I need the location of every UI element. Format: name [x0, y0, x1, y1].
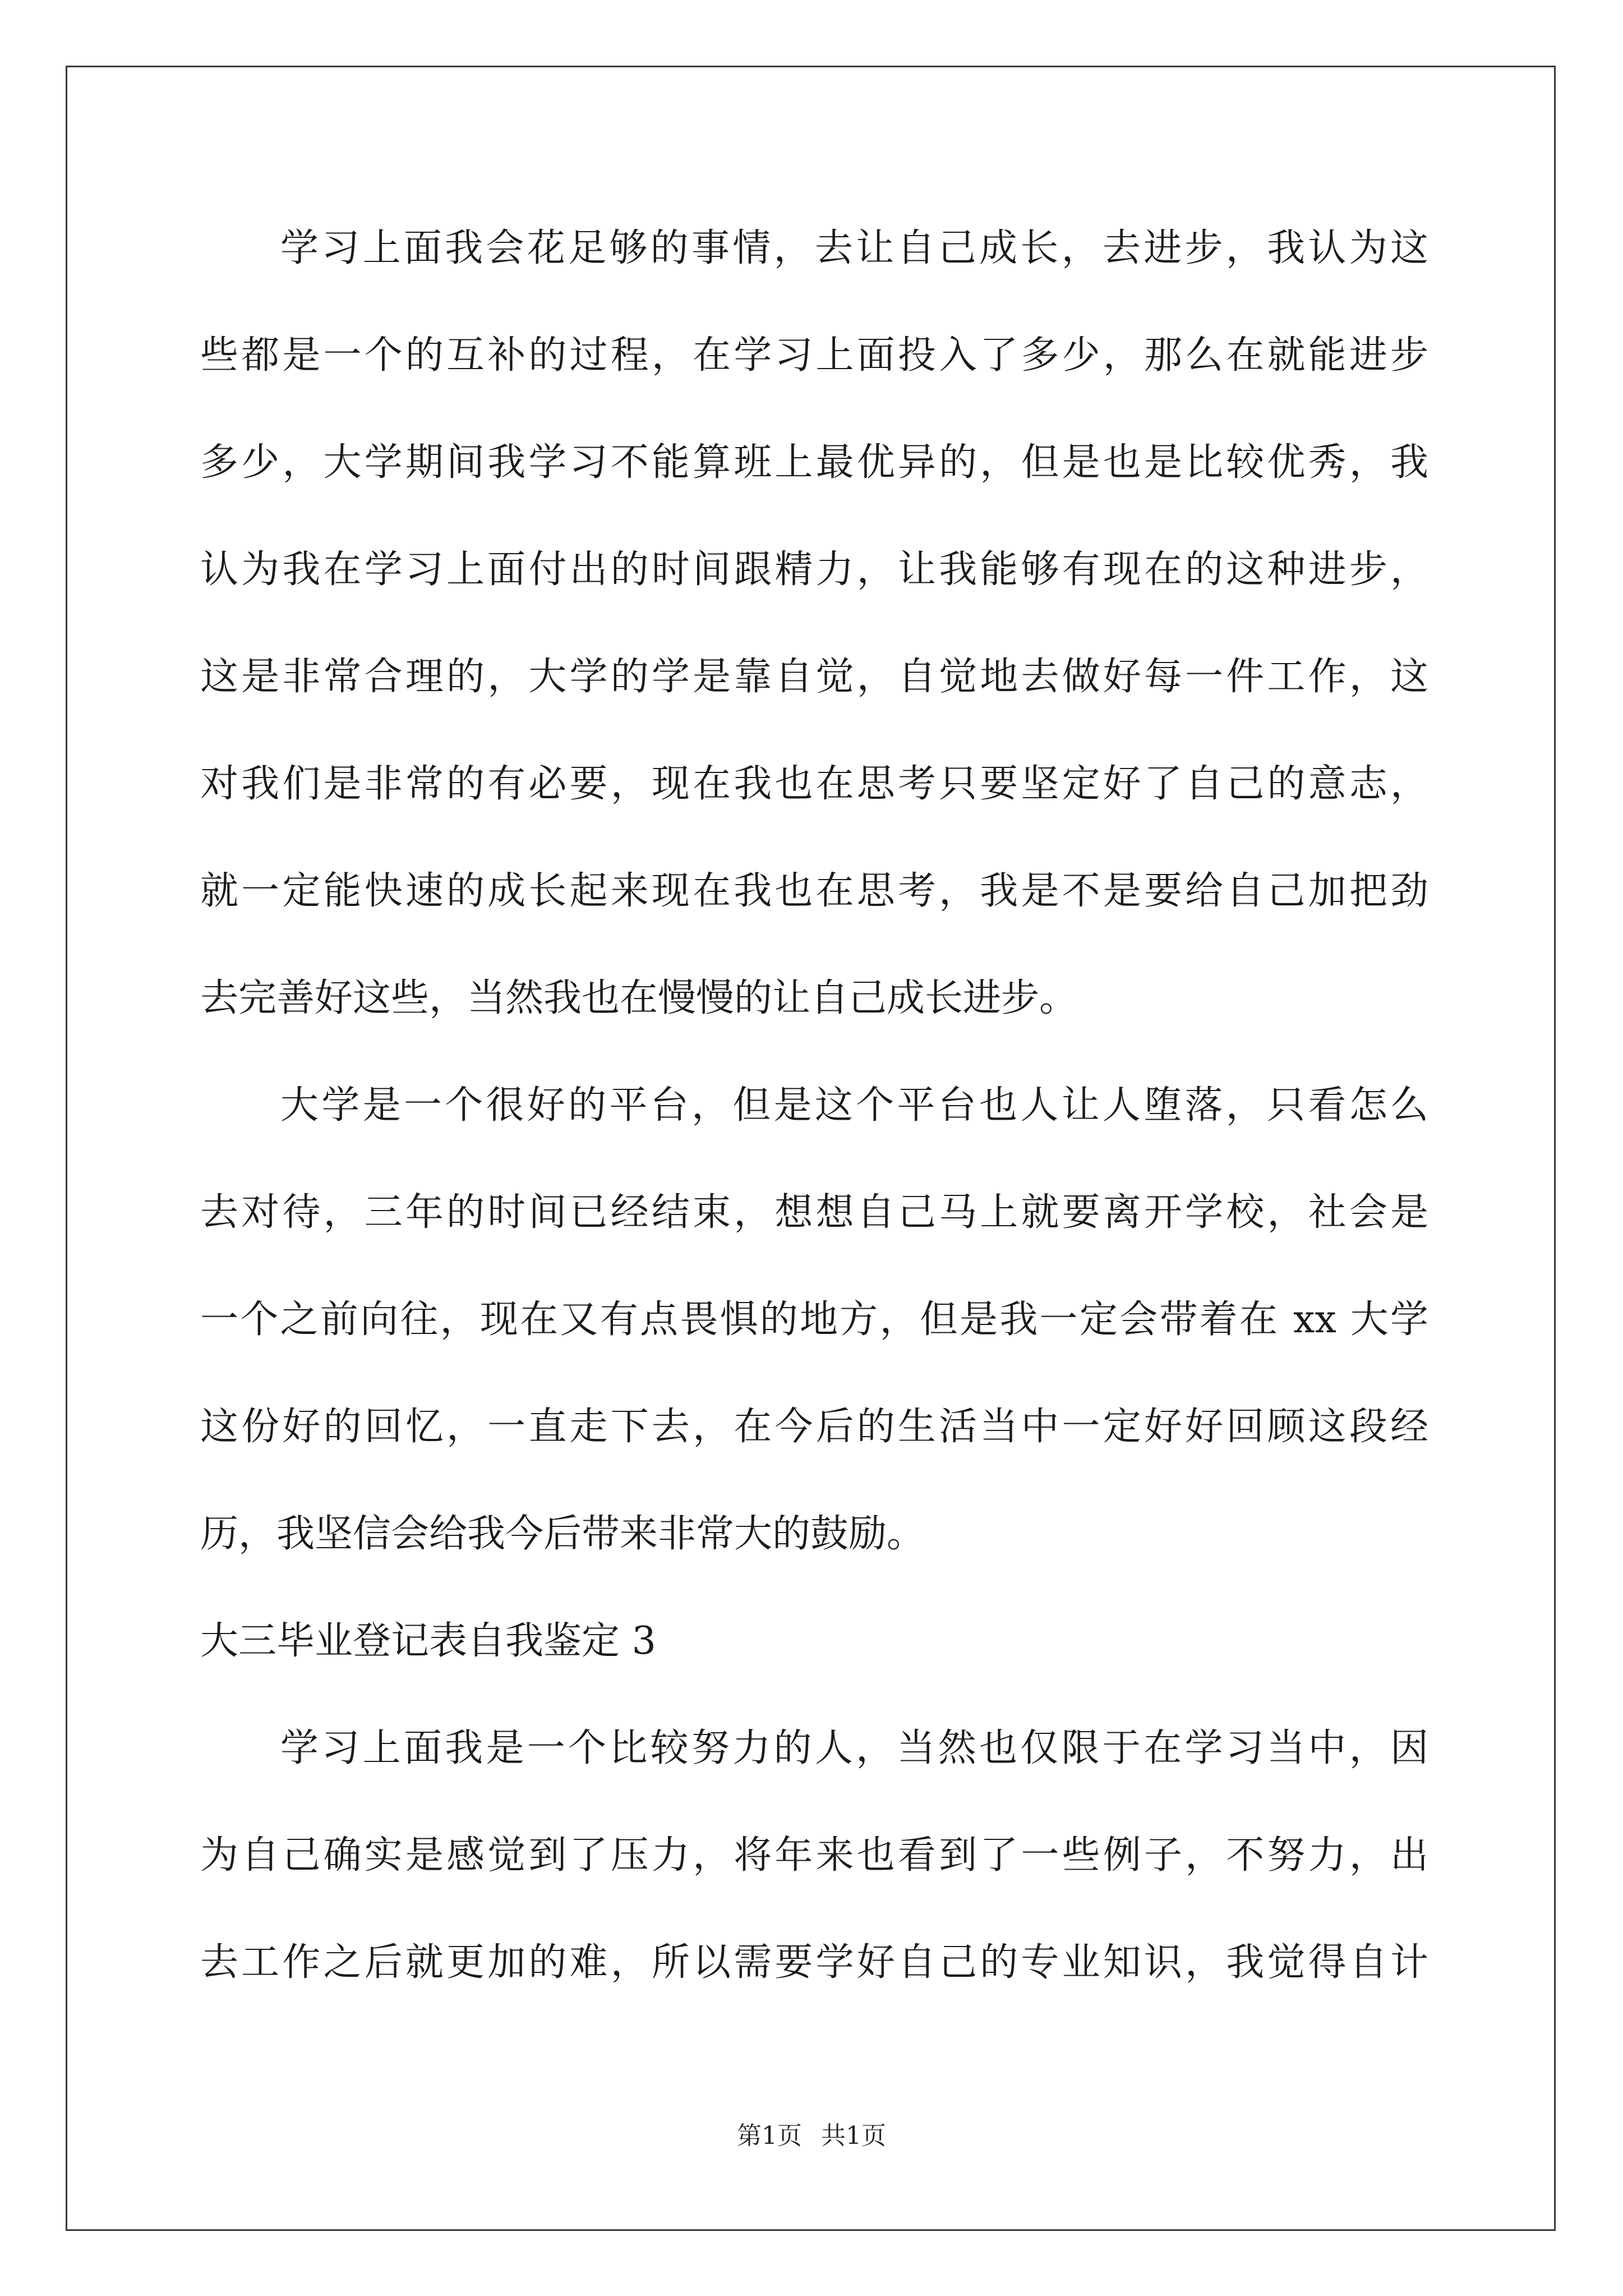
paragraph-3-line-1: 学习上面我是一个比较努力的人，当然也仅限于在学习当中，因	[280, 1726, 1428, 1770]
paragraph-1-line-3: 多少，大学期间我学习不能算班上最优异的，但是也是比较优秀，我	[200, 440, 1428, 485]
paragraph-1-line-5: 这是非常合理的，大学的学是靠自觉，自觉地去做好每一件工作，这	[200, 655, 1428, 699]
paragraph-1-line-1: 学习上面我会花足够的事情，去让自己成长，去进步，我认为这	[280, 226, 1428, 270]
paragraph-1-line-7: 就一定能快速的成长起来现在我也在思考，我是不是要给自己加把劲	[200, 869, 1428, 913]
page-total: 共1页	[821, 2122, 886, 2150]
paragraph-2-line-4: 这份好的回忆，一直走下去，在今后的生活当中一定好好回顾这段经	[200, 1405, 1428, 1449]
paragraph-2-line-5: 历，我坚信会给我今后带来非常大的鼓励。	[200, 1512, 925, 1556]
paragraph-1-line-6: 对我们是非常的有必要，现在我也在思考只要坚定好了自己的意志，	[200, 762, 1428, 806]
paragraph-2-line-3: 一个之前向往，现在又有点畏惧的地方，但是我一定会带着在 xx 大学	[200, 1297, 1428, 1342]
paragraph-2-line-1: 大学是一个很好的平台，但是这个平台也人让人堕落，只看怎么	[280, 1083, 1428, 1128]
paragraph-1-line-4: 认为我在学习上面付出的时间跟精力，让我能够有现在的这种进步，	[200, 547, 1428, 592]
paragraph-3-line-3: 去工作之后就更加的难，所以需要学好自己的专业知识，我觉得自计	[200, 1940, 1428, 1985]
paragraph-1-line-8: 去完善好这些，当然我也在慢慢的让自己成长进步。	[200, 976, 1078, 1020]
page-border	[66, 66, 1556, 2231]
paragraph-1-line-2: 些都是一个的互补的过程，在学习上面投入了多少，那么在就能进步	[200, 333, 1428, 378]
section-heading: 大三毕业登记表自我鉴定 3	[200, 1619, 656, 1663]
page-number: 第1页	[737, 2122, 802, 2150]
page-footer	[0, 2120, 1623, 2152]
paragraph-2-line-2: 去对待，三年的时间已经结束，想想自己马上就要离开学校，社会是	[200, 1190, 1428, 1235]
paragraph-3-line-2: 为自己确实是感觉到了压力，将年来也看到了一些例子，不努力，出	[200, 1833, 1428, 1878]
